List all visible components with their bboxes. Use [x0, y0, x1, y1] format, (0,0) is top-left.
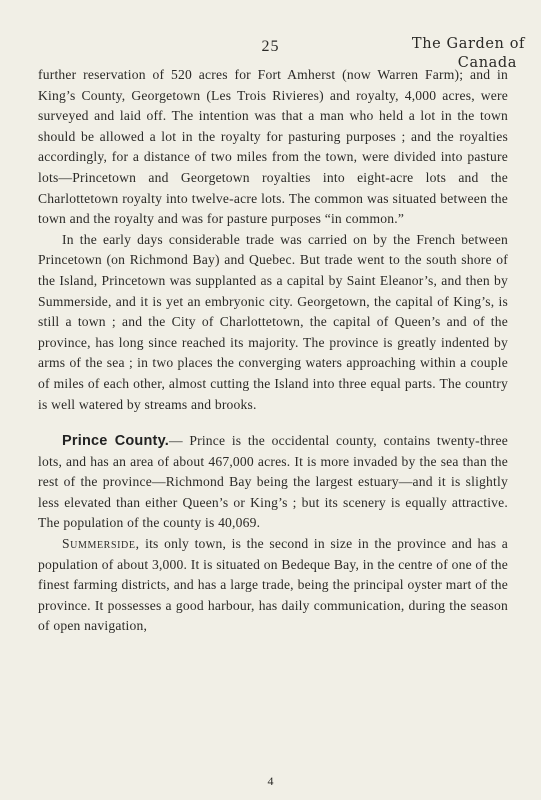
paragraph-prince-county	[38, 431, 508, 534]
prince-county-text: — Prince is the occidental county, contains twenty-three lots, and has an area of about 467,000 acres. It is more invaded by the sea than the rest of the province—Richmond Bay being the largest estuary—and it is slightly less elevated than either Queen’s or King’s ; but its scenery is equally attractive. The population of the county is 40,069.	[38, 433, 508, 531]
section-heading-prince-county: Prince County.	[62, 433, 169, 450]
paragraph-summerside	[38, 534, 508, 637]
summerside-text: its only town, is the second in size in the province and has a population of about 3,000. It is situated on Bedeque Bay, in the centre of one of the finest farming districts, and has a large trade, being the principal oyster mart of the province. It possesses a good harbour, has daily communication, during the season of open navigation,	[38, 536, 508, 634]
page-body	[38, 65, 508, 637]
running-title-line-1: The Garden of	[411, 36, 525, 52]
running-title-line-2: Canada	[457, 55, 517, 71]
page-number: 25	[261, 38, 280, 55]
summerside-lead: Summerside,	[62, 536, 140, 552]
paragraph-reservations: further reservation of 520 acres for Fort Amherst (now Warren Farm); and in King’s County, Georgetown (Les Trois Rivieres) and royalty, 4,000 acres, were surveyed and laid off. The intention was that a man who held a lot in the town should be allowed a lot in the royalty for pasturing purposes ; and the royalties accordingly, for a distance of two miles from the town, were divided into pasture lots—Princetown and Georgetown royalties into eight-acre lots and the Charlottetown royalty into twelve-acre lots. The common was situated between the town and the royalty and was for pasture purposes “in common.”	[38, 67, 508, 227]
paragraph-early-trade: In the early days considerable trade was carried on by the French between Princetown (on Richmond Bay) and Quebec. But trade went to the south shore of the Island, Princetown was supplanted as a capital by Saint Eleanor’s, and then by Summerside, and it is yet an embryonic city. Georgetown, the capital of King’s, is still a town ; and the City of Charlottetown, the capital of Queen’s and of the province, has long since reached its majority. The province is greatly indented by arms of the sea ; in two places the converging waters approaching within a couple of miles of each other, almost cutting the Island into three equal parts. The country is well watered by streams and brooks.	[38, 231, 508, 412]
signature-mark: 4	[267, 774, 274, 788]
